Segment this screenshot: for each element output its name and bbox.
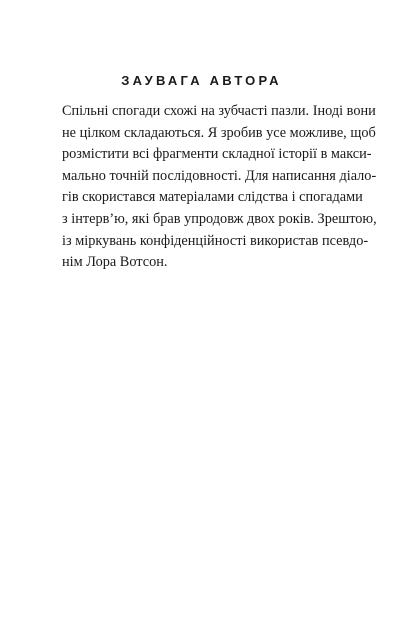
text-line: не цілком складаються. Я зробив усе можливе, щоб <box>62 124 376 141</box>
text-line: гів скористався матеріалами слідства і спогадами <box>62 189 363 206</box>
text-line: із міркувань конфіденційності використав псевдо- <box>62 232 369 249</box>
text-line: з інтерв’ю, які брав упродовж двох років. Зрештою, <box>62 210 377 227</box>
text-line: розмістити всі фрагменти складної історії в макси- <box>62 146 372 163</box>
text-line: нім Лора Вотсон. <box>62 254 168 271</box>
body-paragraph <box>62 101 377 274</box>
text-line: мально точній послідовності. Для написання діало- <box>62 167 377 184</box>
text-line: Спільні спогади схожі на зубчасті пазли. Іноді вони <box>62 103 376 119</box>
section-heading: ЗАУВАГА АВТОРА <box>121 73 282 88</box>
